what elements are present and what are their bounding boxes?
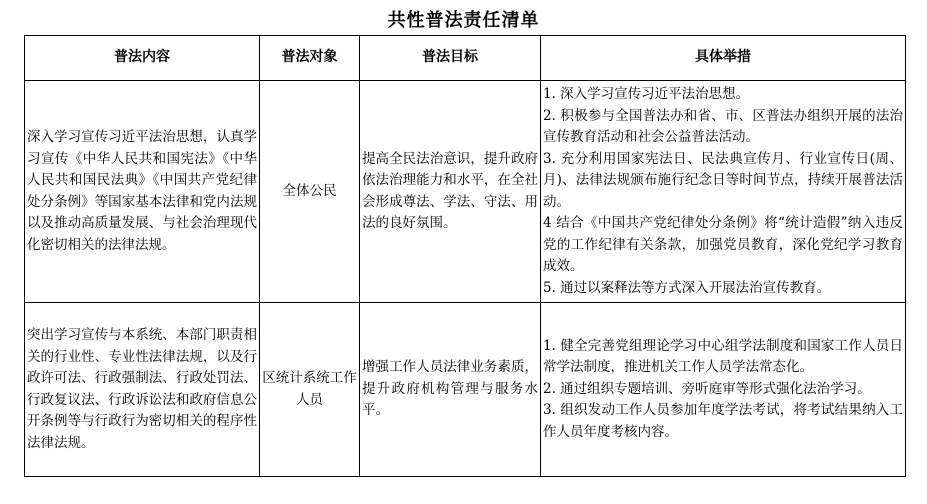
header-target: 普法对象 [260,36,360,81]
measure-item: 3. 充分利用国家宪法日、民法典宣传月、行业宣传日(周、月)、法律法规颁布施行纪念日等时间节点，持续开展普法活动。 [543,150,903,210]
measure-item: 3. 组织发动工作人员参加年度学法考试，将考试结果纳入工作人员年度考核内容。 [543,402,903,440]
cell-measures [541,81,906,303]
cell-goal: 增强工作人员法律业务素质，提升政府机构管理与服务水平。 [360,303,541,477]
header-goal: 普法目标 [360,36,541,81]
cell-content: 深入学习宣传习近平法治思想，认真学习宣传《中华人民共和国宪法》《中华人民共和国民法典》《中国共产党纪律处分条例》等国家基本法律和党内法规以及推动高质量发展、与社会治理现代化密切相关的法律法规。 [25,81,260,303]
measure-item: 5. 通过以案释法等方式深入开展法治宣传教育。 [543,279,831,296]
header-content: 普法内容 [25,36,260,81]
table-row [25,303,906,477]
header-row [25,36,906,81]
cell-measures [541,303,906,477]
table-row [25,81,906,303]
measure-item: 2. 通过组织专题培训、旁听庭审等形式强化法治学习。 [543,380,871,397]
cell-content: 突出学习宣传与本系统、本部门职责相关的行业性、专业性法律法规，以及行政许可法、行政强制法、行政处罚法、行政复议法、行政诉讼法和政府信息公开条例等与行政行为密切相关的程序性法律法规。 [25,303,260,477]
responsibility-table [24,35,906,477]
cell-goal: 提高全民法治意识，提升政府依法治理能力和水平，在全社会形成尊法、学法、守法、用法的良好氛围。 [360,81,541,303]
measure-item: 1. 健全完善党组理论学习中心组学法制度和国家工作人员日常学法制度，推进机关工作人员学法常态化。 [543,337,903,376]
cell-target: 全体公民 [260,81,360,303]
header-measures: 具体举措 [541,36,906,81]
measure-item: 2. 积极参与全国普法办和省、市、区普法办组织开展的法治宣传教育活动和社会公益普法活动。 [543,107,903,145]
measure-item: 4 结合《中国共产党纪律处分条例》将“统计造假”纳入违反党的工作纪律有关条款，加强党员教育，深化党纪学习教育成效。 [543,215,903,274]
cell-target: 区统计系统工作人员 [260,303,360,477]
measure-item: 1. 深入学习宣传习近平法治思想。 [543,86,750,102]
page-title: 共性普法责任清单 [387,10,540,31]
